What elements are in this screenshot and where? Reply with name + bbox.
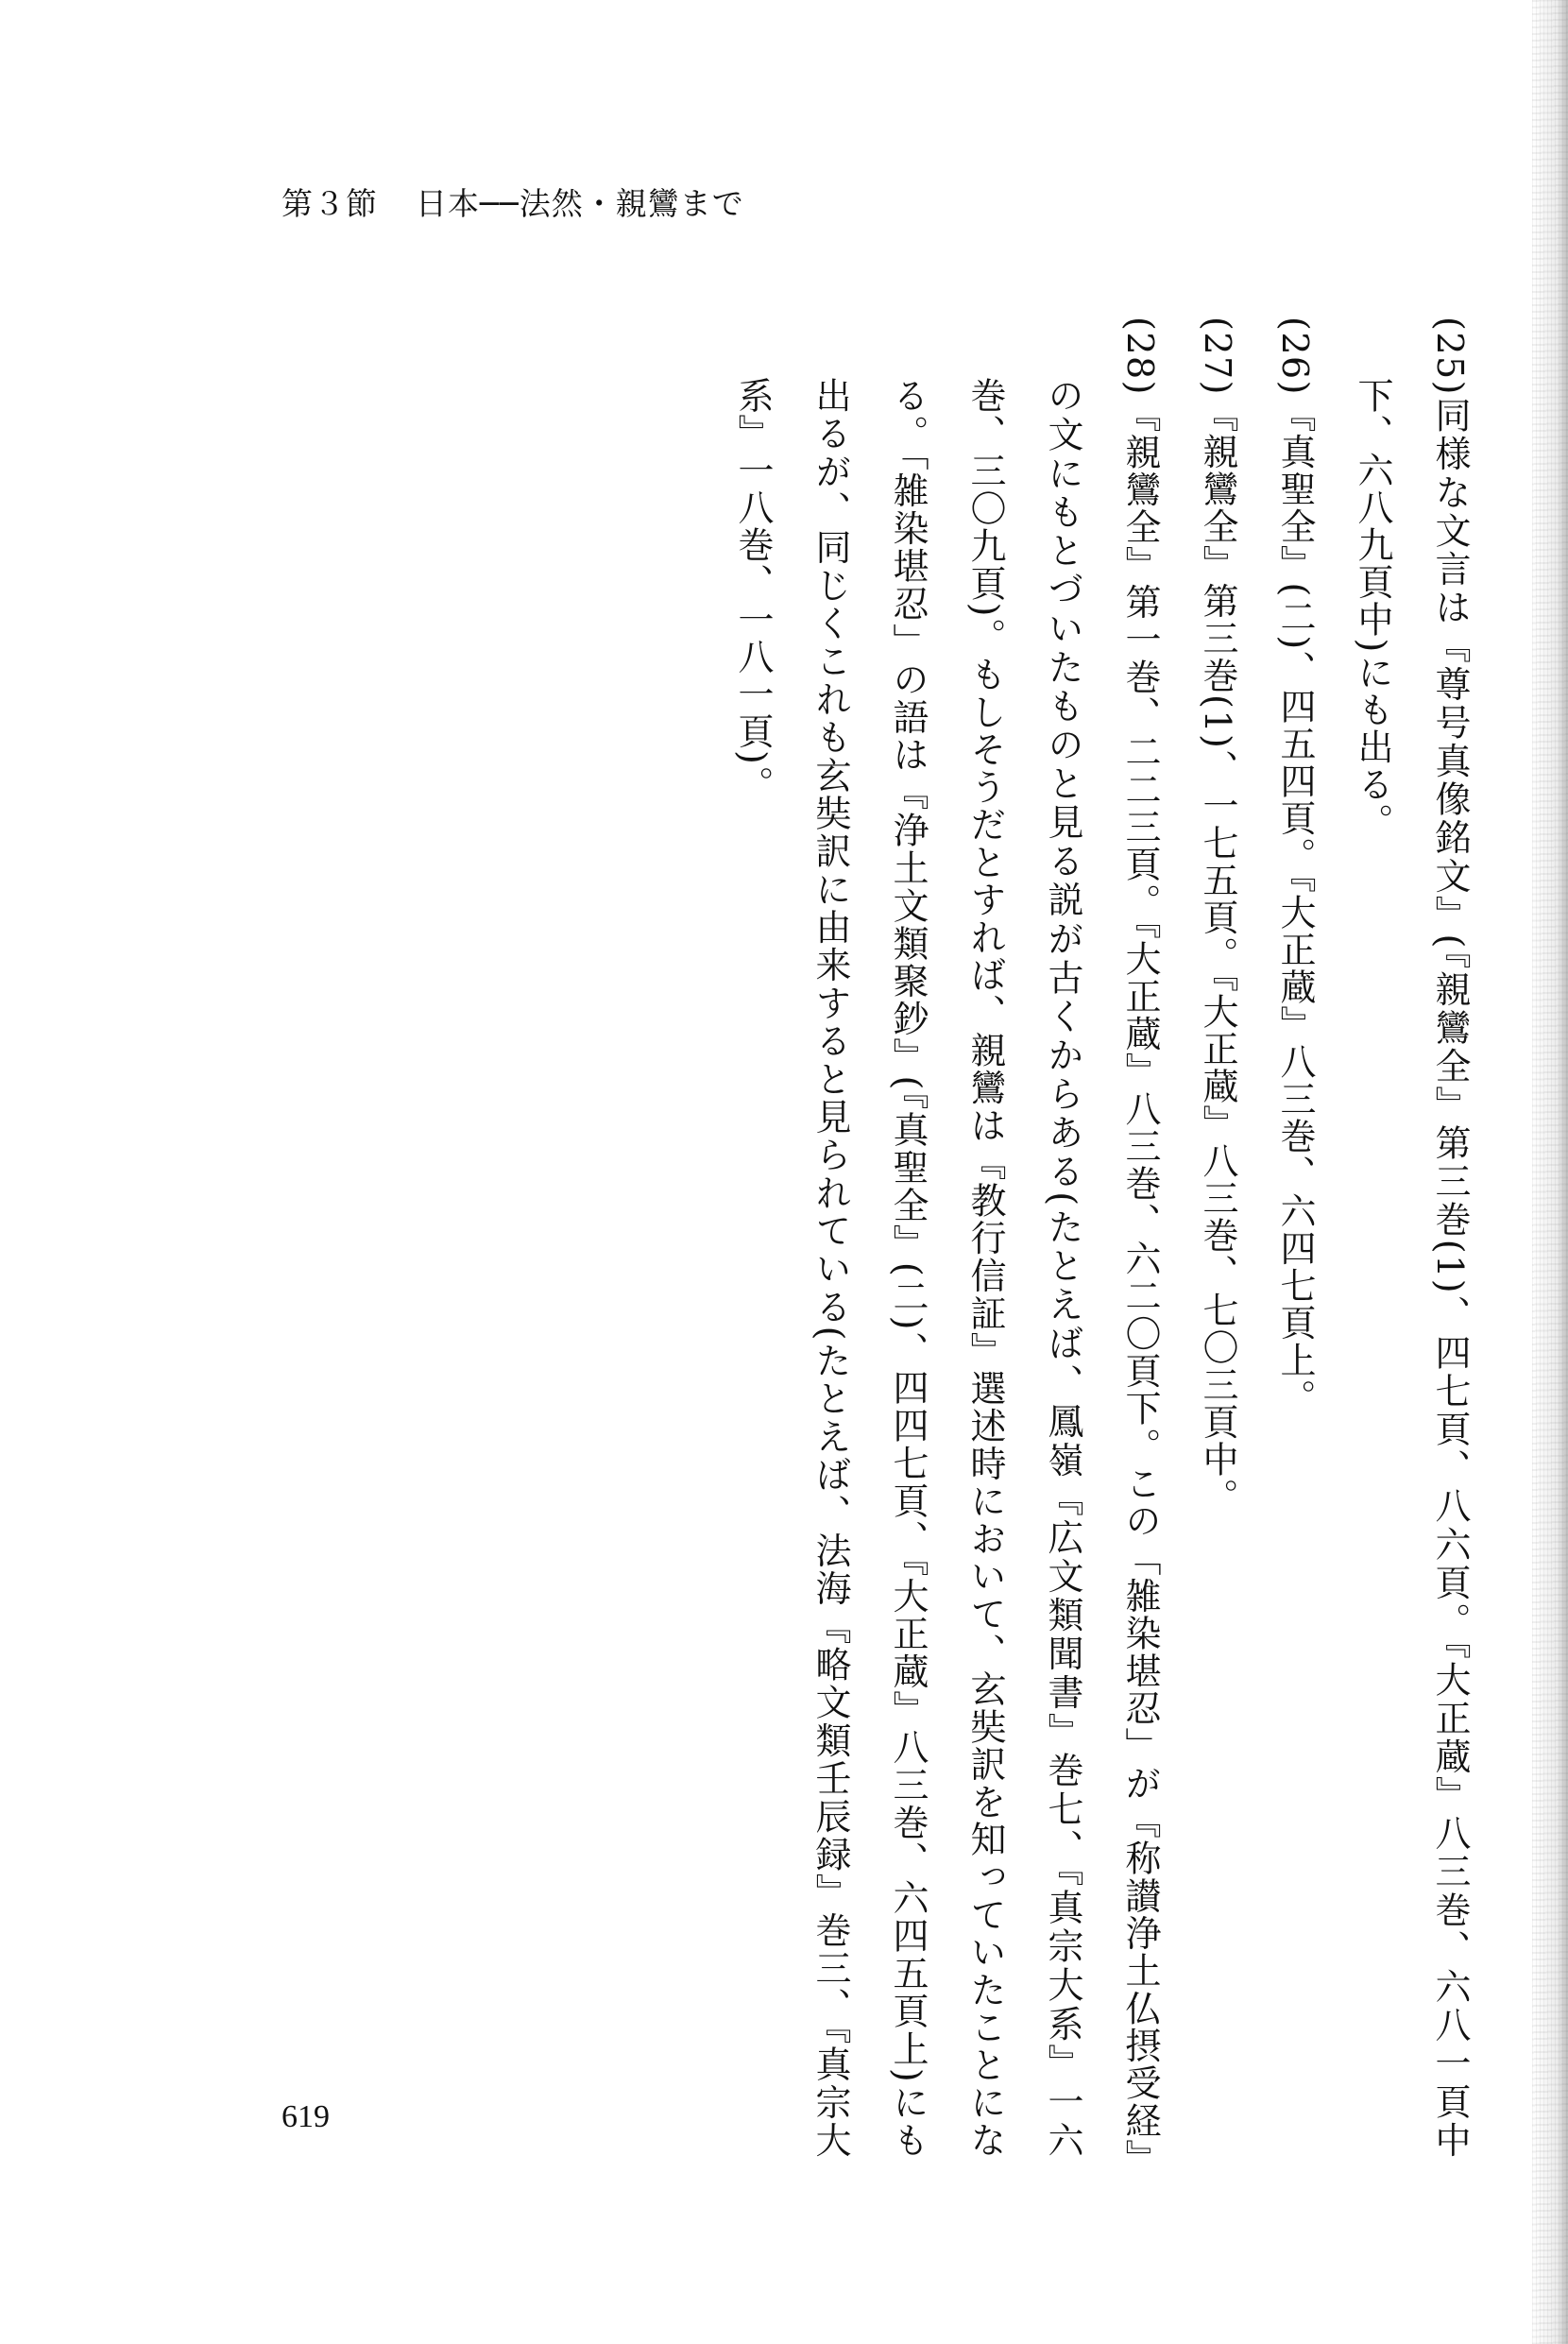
endnote-27 bbox=[1179, 317, 1256, 2159]
page-number: 619 bbox=[281, 2099, 330, 2134]
endnote-number: (26) bbox=[1274, 317, 1316, 397]
endnote-text: 同様な文言は『尊号真像銘文』(『親鸞全』第三巻(1)、四七頁、八六頁。『大正蔵』八三巻、六八一頁中下、六八九頁中)にも出る。 bbox=[1352, 377, 1471, 2159]
endnote-28 bbox=[714, 317, 1179, 2159]
section-number: 第３節 bbox=[281, 185, 378, 222]
endnote-text: 『真聖全』(二)、四五四頁。『大正蔵』八三巻、六四七頁上。 bbox=[1274, 396, 1316, 1417]
endnotes bbox=[714, 317, 1489, 2159]
endnote-number: (28) bbox=[1119, 317, 1161, 397]
section-title: 日本──法然・親鸞まで bbox=[416, 185, 744, 222]
endnote-number: (25) bbox=[1429, 317, 1471, 397]
endnote-number: (27) bbox=[1197, 317, 1238, 397]
endnote-text: 『親鸞全』第三巻(1)、一七五頁。『大正蔵』八三巻、七〇三頁中。 bbox=[1197, 396, 1238, 1515]
endnote-26 bbox=[1256, 317, 1334, 2159]
scan-edge-shadow bbox=[1532, 0, 1568, 2344]
running-header bbox=[281, 180, 744, 224]
endnote-text: 『親鸞全』第一巻、二二三頁。『大正蔵』八三巻、六二〇頁下。この「雑染堪忍」が『称讃浄土仏摂受経』の文にもとづいたものと見る説が古くからある(たとえば、鳳嶺『広文類聞書』巻七、『真宗大系』一六巻、三〇九頁)。もしそうだとすれば、親鸞は『教行信証』選述時において、玄奘訳を知っていたことになる。「雑染堪忍」の語は『浄土文類聚鈔』(『真聖全』(二)、四四七頁、『大正蔵』八三巻、六四五頁上)にも出るが、同じくこれも玄奘訳に由来すると見られている(たとえば、法海『略文類壬辰録』巻三、『真宗大系』一八巻、一八一頁)。 bbox=[732, 377, 1161, 2159]
endnote-25 bbox=[1334, 317, 1489, 2159]
